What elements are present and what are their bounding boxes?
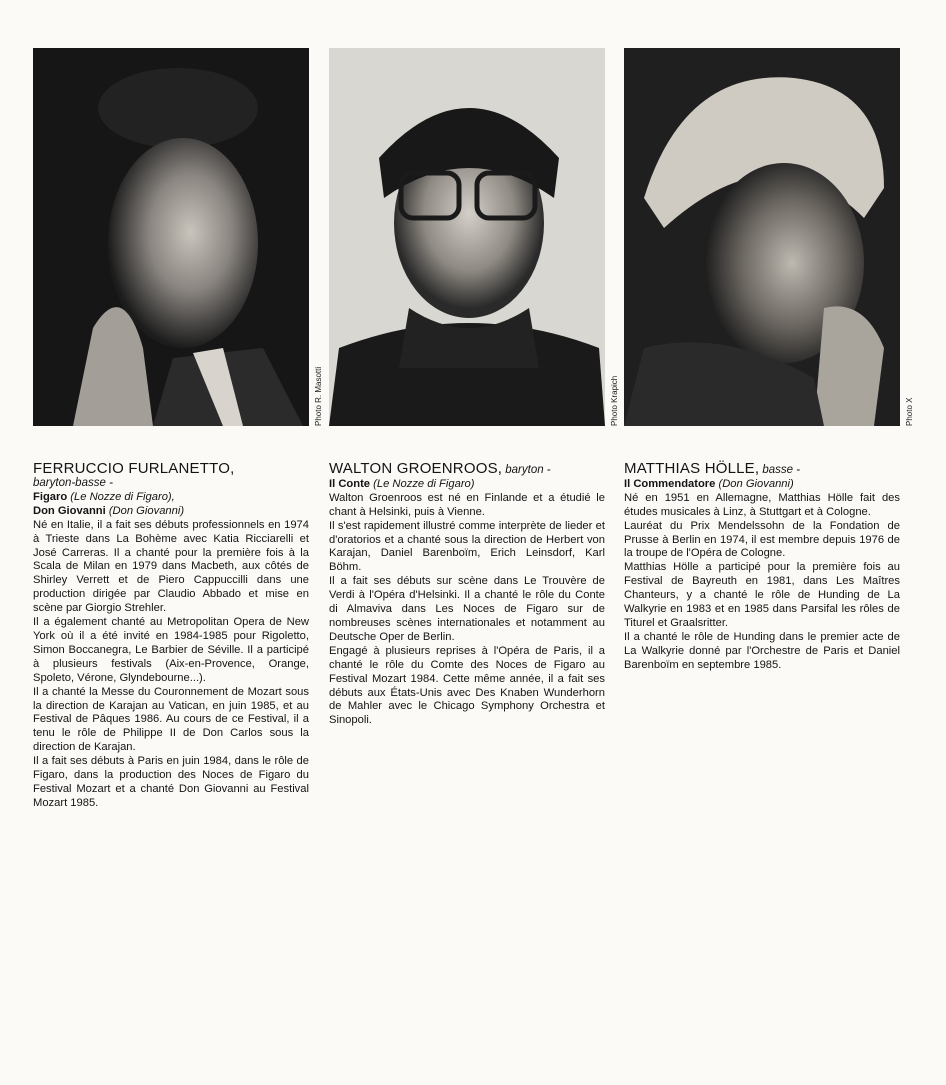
bio-paragraph: Né en Italie, il a fait ses débuts professionnels en 1974 à Trieste dans La Bohème avec Katia Ricciarelli et José Carreras. Il a chanté pour la première fois à la Scala de Milan en 1979 dans Macbeth, aux côtés de Shirley Verrett et de Piero Cappuccilli dans une production dirigée par Claudio Abbado et mise en scène par Giorgio Strehler. (33, 518, 309, 615)
photo-credit: Photo Krapich (610, 375, 619, 426)
bio-paragraph: Il a chanté la Messe du Couronnement de Mozart sous la direction de Karajan au Vatican, en juin 1985, et au Festival de Pâques 1986. Au cours de ce Festival, il a tenu le rôle de Philippe II de Don Carlos sous la direction de Karajan. (33, 685, 309, 754)
portrait-photo-furlanetto (33, 48, 309, 426)
voice-type: baryton - (505, 464, 551, 476)
artist-heading (624, 460, 900, 478)
artist-name: FERRUCCIO FURLANETTO, (33, 460, 235, 477)
portrait-photo-groenroos (329, 48, 605, 426)
bio-paragraph: Lauréat du Prix Mendelssohn de la Fondation de Prusse à Berlin en 1974, il est membre depuis 1976 de la troupe de l'Opéra de Cologne. (624, 519, 900, 560)
role-line: Il Commendatore (Don Giovanni) (624, 477, 794, 490)
artist-column-furlanetto (33, 48, 323, 809)
artist-name: WALTON GROENROOS, (329, 460, 503, 477)
voice-type: basse - (762, 464, 801, 476)
portrait-photo-holle (624, 48, 900, 426)
artist-column-holle (624, 48, 914, 671)
photo-credit: Photo X (905, 397, 914, 426)
photo-credit: Photo R. Masotti (314, 366, 323, 426)
artist-bio-holle (624, 460, 900, 673)
voice-type: baryton-basse - (33, 477, 113, 489)
artist-column-groenroos (329, 48, 619, 727)
bio-paragraph: Il s'est rapidement illustré comme interprète de lieder et d'oratorios et a chanté sous la direction de Herbert von Karajan, Daniel Barenboïm, Erich Leinsdorf, Karl Böhm. (329, 519, 605, 574)
bio-paragraph: Engagé à plusieurs reprises à l'Opéra de Paris, il a chanté le rôle du Comte des Noces de Figaro au Festival Mozart 1984. Cette même année, il a fait ses débuts aux États-Unis avec Des Knaben Wunderhorn de Mahler avec le Chicago Symphony Orchestra et Sinopoli. (329, 644, 605, 727)
bio-paragraph: Walton Groenroos est né en Finlande et a étudié le chant à Helsinki, puis à Vienne. (329, 491, 605, 518)
role-line: Figaro (Le Nozze di Figaro), (33, 490, 175, 503)
role-line: Il Conte (Le Nozze di Figaro) (329, 477, 475, 490)
bio-paragraph: Né en 1951 en Allemagne, Matthias Hölle fait des études musicales à Linz, à Stuttgart et à Cologne. (624, 491, 900, 518)
bio-paragraph: Il a également chanté au Metropolitan Opera de New York où il a été invité en 1984-1985 pour Rigoletto, Simon Boccanegra, Le Barbier de Séville. Il a participé à plusieurs festivals (Aix-en-Provence, Orange, Spoleto, Vérone, Glyndebourne...). (33, 616, 309, 684)
bio-paragraph: Il a chanté le rôle de Hunding dans le premier acte de La Walkyrie donné par l'Orchestre de Paris et Daniel Barenboïm en septembre 1985. (624, 630, 900, 671)
bio-paragraph: Il a fait ses débuts sur scène dans Le Trouvère de Verdi à l'Opéra d'Helsinki. Il a chanté le rôle du Conte di Almaviva dans Les Noces de Figaro sur de nombreuses scènes internationales et notamment au Deutsche Oper de Berlin. (329, 575, 605, 643)
artist-bio-groenroos (329, 460, 605, 728)
role-line: Don Giovanni (Don Giovanni) (33, 504, 185, 517)
artist-bio-furlanetto (33, 460, 309, 811)
artist-heading (329, 460, 605, 478)
bio-paragraph: Matthias Hölle a participé pour la première fois au Festival de Bayreuth en 1981, dans Les Maîtres Chanteurs, y a chanté le rôle de Hunding de La Walkyrie en 1983 et en 1985 dans Parsifal les rôles de Titurel et Graalsritter. (624, 561, 900, 629)
bio-paragraph: Il a fait ses débuts à Paris en juin 1984, dans le rôle de Figaro, dans la production des Noces de Figaro du Festival Mozart et a chanté Don Giovanni au Festival Mozart 1985. (33, 755, 309, 809)
artist-name: MATTHIAS HÖLLE, (624, 460, 760, 477)
